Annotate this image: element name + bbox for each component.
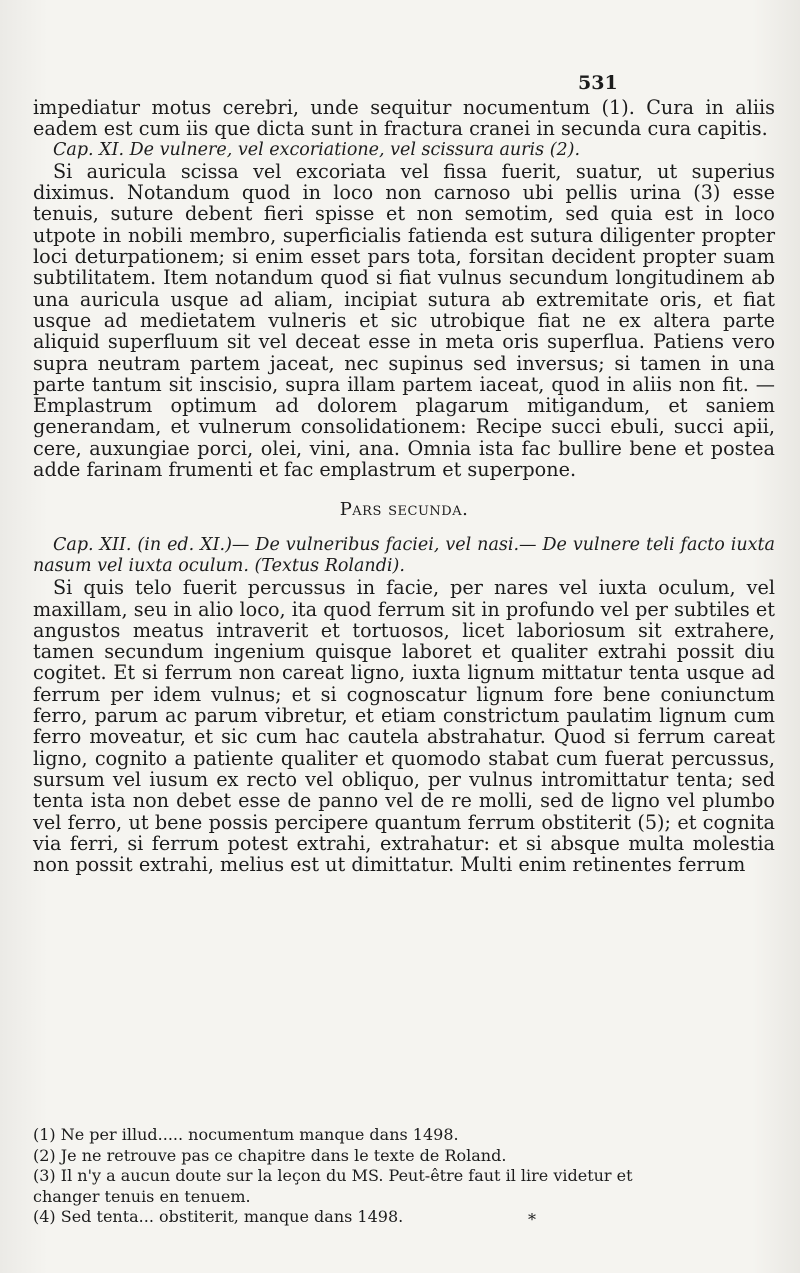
footnote-2: (2) Je ne retrouve pas ce chapitre dans le texte de Roland.: [33, 1145, 507, 1165]
main-text: [33, 97, 775, 875]
paragraph-chapter-xii: Si quis telo fuerit percussus in facie, per nares vel iuxta oculum, vel maxillam, seu in alio loco, ita quod ferrum sit in profundo vel per subtiles et angustos meatus intraverit et tortuosos, licet laboriosum sit extrahere, tamen secundum ingenium quisque laboret et qualiter extrahi possit diu cogitet. Et si ferrum non careat ligno, iuxta lignum mittatur tenta usque ad ferrum per idem vulnus; et si cognoscatur lignum fore bene coniunctum ferro, parum ac parum vibretur, et etiam constrictum paulatim lignum cum ferro moveatur, et sic cum hac cautela abstrahatur. Quod si ferrum careat ligno, cognito a patiente qualiter et quomodo stabat cum fuerat percussus, sursum vel iusum ex recto vel obliquo, per vulnus intromittatur tenta; sed tenta ista non debet esse de panno vel de re molli, sed de ligno vel plumbo vel ferro, ut bene possis percipere quantum ferrum obstiterit (5); et cognita via ferri, si ferrum potest extrahi, extrahatur: et si absque multa molestia non possit extrahi, melius est ut dimittatur. Multi enim retinentes ferrum: [33, 576, 775, 877]
chapter-heading-xi: Cap. XI. De vulnere, vel excoriatione, vel scissura auris (2).: [53, 139, 581, 160]
end-marker: *: [528, 1210, 536, 1229]
page-number: 531: [578, 72, 618, 94]
footnotes: [33, 1125, 693, 1228]
section-title: Pars secunda.: [339, 499, 469, 521]
paragraph-chapter-xi: Si auricula scissa vel excoriata vel fissa fuerit, suatur, ut superius diximus. Notandum quod in loco non carnoso ubi pellis urina (3) esse tenuis, suture debent fieri spisse et non semotim, sed quia est in loco utpote in nobili membro, superficialis fatienda est sutura diligenter propter loci deturpationem; si enim esset pars tota, forsitan decident propter suam subtilitatem. Item notandum quod si fiat vulnus secundum longitudinem ab una auricula usque ad aliam, incipiat sutura ab extremitate oris, et fiat usque ad medietatem vulneris et sic utrobique fiat ne ex altera parte aliquid superfluum sit vel deceat esse in meta oris superflua. Patiens vero supra neutram partem jaceat, nec supinus sed inversus; si tamen in una parte tantum sit inscisio, supra illam partem iaceat, quod in aliis non fit. — Emplastrum optimum ad dolorem plagarum mitigandum, et saniem generandam, et vulnerum consolidationem: Recipe succi ebuli, succi apii, cere, auxungiae porci, olei, vini, ana. Omnia ista fac bullire bene et postea adde farinam frumenti et fac emplastrum et superpone.: [33, 159, 775, 482]
paragraph-continued: impediatur motus cerebri, unde sequitur nocumentum (1). Cura in aliis eadem est cum iis que dicta sunt in fractura cranei in secunda cura capitis.: [33, 96, 775, 141]
footnote-1: (1) Ne per illud..... nocumentum manque dans 1498.: [33, 1125, 459, 1144]
footnote-4: (4) Sed tenta... obstiterit, manque dans 1498.: [33, 1207, 404, 1227]
chapter-heading-xii: Cap. XII. (in ed. XI.)— De vulneribus faciei, vel nasi.— De vulnere teli facto iuxta nasum vel iuxta oculum. (Textus Rolandi).: [33, 534, 775, 576]
footnote-3: (3) Il n'y a aucun doute sur la leçon du MS. Peut-être faut il lire videtur et changer tenuis en tenuem.: [33, 1166, 633, 1206]
